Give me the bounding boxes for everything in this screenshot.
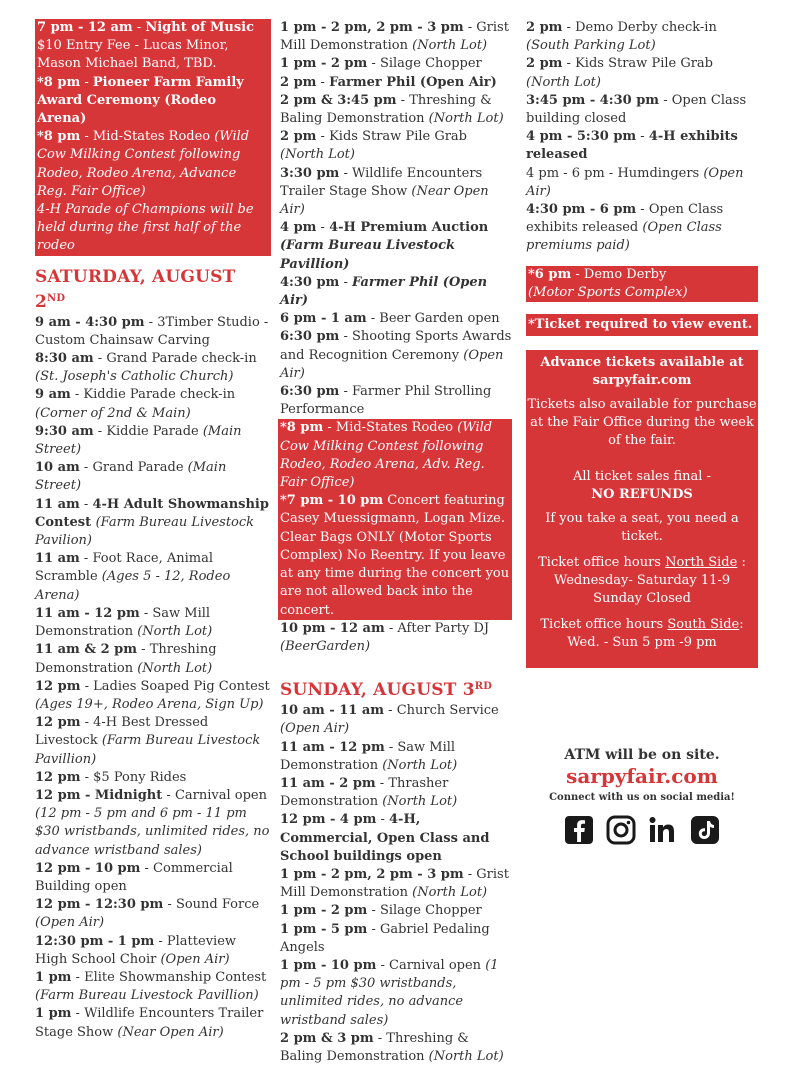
event-text: Platteview High School Choir	[35, 933, 237, 967]
day-heading-sunday: SUNDAY, AUGUST 3RD	[280, 680, 493, 701]
friday-night-red-block	[35, 19, 271, 256]
sunday-afternoon-list	[526, 19, 758, 256]
event-location: (Near Open Air)	[280, 183, 489, 218]
saturday-event: 6:30 pm - Farmer Phil Strolling Performance	[280, 384, 492, 418]
saturday-event: 2 pm & 3:45 pm - Threshing & Baling Demonstration (North Lot)	[280, 92, 504, 127]
event-location: (Open Class premiums paid)	[526, 220, 722, 254]
sunday-event: 4 pm - 5:30 pm - 4-H exhibits released	[526, 129, 738, 163]
event-text: Elite Showmanship Contest	[84, 969, 267, 985]
sunday-event: 10 am - 11 am - Church Service (Open Air)	[280, 703, 499, 737]
event-time: 11 am - 12 pm	[280, 739, 385, 755]
sunday-event: 12 pm - 4 pm - 4-H, Commercial, Open Class and School buildings open	[280, 812, 490, 864]
event-time: 11 am	[35, 551, 80, 567]
saturday-event: 1 pm - Wildlife Encounters Trailer Stage Show (Near Open Air)	[35, 1006, 264, 1040]
event-text: Saw Mill Demonstration	[280, 739, 456, 773]
sunday-event: 1 pm - 2 pm, 2 pm - 3 pm - Grist Mill Demonstration (North Lot)	[280, 866, 509, 901]
event-location: (Open Air)	[160, 951, 230, 967]
saturday-event: 3:30 pm - Wildlife Encounters Trailer Stage Show (Near Open Air)	[280, 165, 489, 218]
event-text: Foot Race, Animal Scramble	[35, 551, 214, 585]
event-time: 1 pm - 2 pm, 2 pm - 3 pm	[280, 20, 464, 35]
sunday-event-list	[280, 702, 512, 1066]
saturday-event: 8:30 am - Grand Parade check-in (St. Joseph's Catholic Church)	[35, 351, 257, 385]
sunday-event: 4:30 pm - 6 pm - Open Class exhibits released (Open Class premiums paid)	[526, 202, 724, 254]
event-text: Demo Derby check-in	[575, 20, 717, 35]
event-location: (Open Air)	[526, 165, 744, 199]
saturday-event: 12 pm - 4-H Best Dressed Livestock (Farm Bureau Livestock Pavillion)	[35, 715, 261, 767]
event-time: 7 pm - 12 am	[37, 20, 133, 35]
saturday-event: 12:30 pm - 1 pm - Platteview High School Choir (Open Air)	[35, 933, 237, 967]
seat-ticket-note: If you take a seat, you need a ticket.	[545, 511, 739, 545]
event-text: Carnival open	[174, 787, 267, 803]
advance-tickets-site: sarpyfair.com	[592, 373, 692, 389]
saturday-event: 6:30 pm - Shooting Sports Awards and Recognition Ceremony (Open Air)	[280, 329, 512, 381]
all-sales-final: All ticket sales final -	[573, 469, 711, 485]
advance-tickets-line: Advance tickets available at	[540, 355, 744, 371]
event-location: (Open Air)	[280, 347, 504, 381]
event-time: 11 am - 2 pm	[280, 775, 376, 791]
event-location: Farmer Phil (Open Air)	[280, 274, 488, 309]
event-text: Gabriel Pedaling Angels	[280, 921, 490, 955]
event-time: 9 am	[35, 387, 71, 403]
event-title: Night of Music	[145, 20, 255, 35]
instagram-icon[interactable]	[606, 815, 636, 845]
event-time: 4:30 pm	[280, 274, 340, 290]
saturday-event: 9 am - 4:30 pm - 3Timber Studio - Custom Chainsaw Carving	[35, 314, 269, 348]
event-time: 12 pm - Midnight	[35, 787, 163, 803]
event-text: Saw Mill Demonstration	[35, 605, 211, 640]
event-time: 10 am - 11 am	[280, 703, 385, 719]
event-text: Commercial Building open	[35, 860, 233, 894]
saturday-event-list	[35, 314, 271, 1042]
saturday-afternoon-list	[280, 19, 512, 419]
sunday-event: 1 pm - 10 pm - Carnival open (1 pm - 5 pm $30 wristbands, unlimited rides, no advance wristband sales)	[280, 957, 499, 1028]
event-pioneer-farm-family: *8 pm - Pioneer Farm Family Award Ceremony (Rodeo Arena)	[37, 74, 244, 127]
event-time: 2 pm	[280, 74, 317, 90]
event-location: (12 pm - 5 pm and 6 pm - 11 pm $30 wristbands, unlimited rides, no advance wristband sales)	[35, 806, 270, 858]
event-text: Threshing & Baling Demonstration	[280, 92, 492, 127]
event-location: (Open Air)	[280, 721, 350, 737]
event-location: (Near Open Air)	[117, 1024, 224, 1040]
event-text: Concert featuring Casey Muessigmann, Logan Mize. Clear Bags ONLY (Motor Sports Complex) No Reentry. If you leave at any time during the concert you are not allowed back into the concert.	[280, 493, 510, 618]
event-title: Pioneer Farm Family Award Ceremony (Rodeo Arena)	[37, 74, 244, 127]
saturday-event: 4 pm - 4-H Premium Auction (Farm Bureau Livestock Pavillion)	[280, 220, 489, 272]
event-text: Threshing & Baling Demonstration	[280, 1030, 469, 1064]
event-location: (North Lot)	[412, 38, 488, 54]
saturday-event: 10 am - Grand Parade (Main Street)	[35, 460, 227, 494]
event-time: 2 pm & 3:45 pm	[280, 92, 397, 108]
event-time: *8 pm	[37, 129, 81, 145]
event-location: (North Lot)	[428, 111, 504, 127]
event-time: 2 pm & 3 pm	[280, 1030, 374, 1046]
social-icons	[526, 815, 758, 845]
event-location: (Wild Cow Milking Contest following Rodeo, Rodeo Arena, Adv. Reg. Fair Office)	[280, 420, 493, 491]
sunday-event: 4 pm - 6 pm - Humdingers (Open Air)	[526, 165, 744, 199]
event-text: Kiddie Parade check-in	[83, 387, 236, 403]
sunday-event: 2 pm - Demo Derby check-in (South Parking Lot)	[526, 20, 717, 54]
event-text: Mid-States Rodeo	[335, 420, 458, 436]
event-text: Sound Force	[175, 897, 260, 913]
saturday-event: 2 pm - Farmer Phil (Open Air)	[280, 74, 497, 90]
event-location: (North Lot)	[382, 794, 458, 810]
event-location: (South Parking Lot)	[526, 38, 656, 54]
demo-derby-red-block	[526, 266, 758, 302]
ticket-info-box	[526, 350, 758, 668]
event-time: 11 am - 12 pm	[35, 605, 140, 621]
event-time: 12 pm	[35, 678, 81, 694]
event-location: (Open Air)	[35, 915, 105, 931]
linkedin-icon[interactable]	[648, 815, 678, 845]
event-text: Open Class building closed	[526, 92, 747, 127]
event-time: 4:30 pm - 6 pm	[526, 202, 637, 218]
event-time: 4 pm	[280, 220, 317, 236]
event-text: Farmer Phil Strolling Performance	[280, 384, 492, 418]
social-callout: Connect with us on social media!	[549, 792, 735, 804]
event-location: (North Lot)	[382, 757, 458, 773]
saturday-event: 4:30 pm - Farmer Phil (Open Air)	[280, 274, 488, 309]
north-side-hours: Wednesday- Saturday 11-9	[553, 573, 731, 589]
event-text: Church Service	[396, 703, 499, 719]
saturday-event: 9:30 am - Kiddie Parade (Main Street)	[35, 423, 242, 458]
sunday-event: 2 pm - Kids Straw Pile Grab (North Lot)	[526, 56, 714, 90]
event-text: Silage Chopper	[379, 903, 482, 919]
event-text: Demo Derby	[583, 266, 667, 282]
event-text: Grist Mill Demonstration	[280, 866, 509, 901]
saturday-event: 1 pm - 2 pm - Silage Chopper	[280, 56, 482, 72]
event-time: 12 pm	[35, 769, 81, 785]
event-text: Carnival open	[389, 957, 486, 973]
event-text: Kids Straw Pile Grab	[329, 129, 468, 145]
event-time: 4 pm - 5:30 pm	[526, 129, 637, 145]
saturday-event: 12 pm - Midnight - Carnival open (12 pm - 5 pm and 6 pm - 11 pm $30 wristbands, unlimited rides, no advance wristband sales)	[35, 787, 270, 858]
saturday-night-red-block	[278, 419, 512, 619]
event-time: 12 pm - 10 pm	[35, 860, 141, 876]
event-time: 4 pm - 6 pm	[526, 165, 605, 181]
event-location: (North Lot)	[137, 660, 213, 676]
event-time: 12:30 pm - 1 pm	[35, 933, 155, 949]
event-title: 4-H Premium Auction	[329, 220, 489, 236]
event-concert	[280, 492, 510, 619]
event-text: Open Class exhibits released	[526, 202, 724, 236]
event-time: *8 pm	[280, 420, 324, 436]
footer	[526, 746, 758, 845]
facebook-icon[interactable]	[564, 815, 594, 845]
event-time: 6:30 pm	[280, 384, 340, 400]
event-time: 10 pm - 12 am	[280, 620, 385, 636]
event-text: Threshing Demonstration	[35, 642, 217, 676]
event-title: 4-H Adult Showmanship Contest	[35, 496, 269, 530]
event-time: 12 pm - 12:30 pm	[35, 897, 164, 913]
day-heading-saturday: SATURDAY, AUGUST 2ND	[35, 266, 236, 312]
event-mid-states-rodeo-sat: *8 pm - Mid-States Rodeo (Wild Cow Milking Contest following Rodeo, Rodeo Arena, Adv. Reg. Fair Office)	[280, 420, 493, 491]
saturday-event: 12 pm - $5 Pony Rides	[35, 769, 187, 785]
saturday-event: 9 am - Kiddie Parade check-in (Corner of 2nd & Main)	[35, 387, 236, 421]
saturday-event: 11 am - 4-H Adult Showmanship Contest (Farm Bureau Livestock Pavilion)	[35, 496, 269, 549]
event-title: 4-H, Commercial, Open Class and School buildings open	[280, 812, 490, 864]
event-after-party: 10 pm - 12 am - After Party DJ (BeerGarden)	[280, 620, 490, 654]
event-time: *6 pm	[528, 266, 572, 282]
sunday-event: 1 pm - 2 pm - Silage Chopper	[280, 903, 482, 919]
event-location: (Motor Sports Complex)	[528, 284, 688, 300]
column-right	[526, 19, 758, 845]
north-side-hours-label: Ticket office hours North Side :	[538, 555, 746, 571]
saturday-event: 11 am - 12 pm - Saw Mill Demonstration (North Lot)	[35, 605, 213, 640]
north-side-sunday: Sunday Closed	[593, 591, 691, 607]
event-location: (Wild Cow Milking Contest following Rodeo, Rodeo Arena, Advance Reg. Fair Office)	[37, 129, 250, 199]
event-time: 1 pm - 2 pm	[280, 56, 368, 72]
event-time: 1 pm - 10 pm	[280, 957, 377, 973]
event-location: (North Lot)	[280, 147, 355, 163]
event-text: Thrasher Demonstration	[280, 775, 449, 810]
saturday-event: 11 am - Foot Race, Animal Scramble (Ages 5 - 12, Rodeo Arena)	[35, 551, 231, 603]
event-time: 11 am	[35, 496, 80, 512]
event-text: Shooting Sports Awards and Recognition Ceremony	[280, 329, 512, 363]
event-time: 3:45 pm - 4:30 pm	[526, 92, 660, 108]
south-side-hours: Wed. - Sun 5 pm -9 pm	[567, 635, 717, 651]
event-time: 11 am & 2 pm	[35, 642, 138, 658]
event-location: (Farm Bureau Livestock Pavillion)	[280, 238, 456, 272]
no-refunds: NO REFUNDS	[591, 487, 693, 503]
event-location: (Ages 5 - 12, Rodeo Arena)	[35, 569, 231, 603]
sunday-event: 3:45 pm - 4:30 pm - Open Class building closed	[526, 92, 747, 127]
event-title: Farmer Phil (Open Air)	[329, 74, 497, 90]
event-time: 1 pm	[35, 1006, 72, 1022]
event-location: (Ages 19+, Rodeo Arena, Sign Up)	[35, 696, 264, 712]
event-location: (BeerGarden)	[280, 638, 371, 654]
event-location: (Main Street)	[35, 423, 242, 458]
event-text: Grand Parade	[92, 460, 188, 476]
tiktok-icon[interactable]	[690, 815, 720, 845]
saturday-event: 1 pm - Elite Showmanship Contest (Farm Bureau Livestock Pavillion)	[35, 969, 267, 1004]
column-middle	[280, 19, 512, 1066]
event-text: Kiddie Parade	[106, 423, 203, 439]
event-text: Wildlife Encounters Trailer Stage Show	[35, 1006, 264, 1040]
atm-note: ATM will be on site.	[564, 747, 720, 764]
event-location: (North Lot)	[526, 74, 601, 90]
event-time: 8:30 am	[35, 351, 94, 367]
event-text: Humdingers	[617, 165, 704, 181]
event-time: 12 pm - 4 pm	[280, 812, 377, 828]
event-text: Silage Chopper	[379, 56, 482, 72]
tickets-also-available: Tickets also available for purchase at the Fair Office during the week of the fair.	[527, 397, 757, 449]
saturday-event: 2 pm - Kids Straw Pile Grab (North Lot)	[280, 129, 468, 163]
saturday-event: 12 pm - 10 pm - Commercial Building open	[35, 860, 233, 894]
event-location: (Farm Bureau Livestock Pavilion)	[35, 514, 255, 549]
column-left	[35, 19, 271, 1042]
sunday-event: 11 am - 2 pm - Thrasher Demonstration (North Lot)	[280, 775, 458, 810]
event-location: (North Lot)	[137, 624, 213, 640]
event-time: 2 pm	[526, 20, 563, 35]
event-text: Wildlife Encounters Trailer Stage Show	[280, 165, 483, 199]
event-text: Ladies Soaped Pig Contest	[93, 678, 270, 694]
event-text: Beer Garden open	[379, 311, 500, 327]
saturday-event: 12 pm - Ladies Soaped Pig Contest (Ages 19+, Rodeo Arena, Sign Up)	[35, 678, 270, 712]
ticket-required-note: *Ticket required to view event.	[526, 314, 758, 336]
south-side-hours-label: Ticket office hours South Side:	[540, 617, 744, 633]
event-text: 4-H Best Dressed Livestock	[35, 715, 209, 749]
event-text: Mid-States Rodeo	[92, 129, 215, 145]
event-text: $5 Pony Rides	[93, 769, 187, 785]
event-location: (Farm Bureau Livestock Pavillion)	[35, 988, 259, 1004]
event-time: 2 pm	[526, 56, 563, 72]
event-time: 9:30 am	[35, 423, 94, 439]
saturday-event: 1 pm - 2 pm, 2 pm - 3 pm - Grist Mill Demonstration (North Lot)	[280, 20, 509, 54]
sunday-event: 1 pm - 5 pm - Gabriel Pedaling Angels	[280, 921, 490, 955]
event-time: 2 pm	[280, 129, 317, 145]
saturday-event: 11 am & 2 pm - Threshing Demonstration (North Lot)	[35, 642, 217, 676]
parade-of-champions-note: 4-H Parade of Champions will be held during the first half of the rodeo	[37, 202, 254, 254]
sunday-event: 2 pm & 3 pm - Threshing & Baling Demonstration (North Lot)	[280, 1030, 504, 1064]
event-time: 12 pm	[35, 715, 81, 731]
event-location: (St. Joseph's Catholic Church)	[35, 369, 234, 385]
event-location: (Farm Bureau Livestock Pavillion)	[35, 733, 261, 767]
event-demo-derby: *6 pm - Demo Derby	[528, 266, 667, 282]
event-time: 6:30 pm	[280, 329, 340, 345]
event-time: 1 pm	[35, 969, 72, 985]
site-link[interactable]: sarpyfair.com	[566, 764, 718, 789]
event-location: (1 pm - 5 pm $30 wristbands, unlimited rides, no advance wristband sales)	[280, 957, 499, 1028]
event-text: 3Timber Studio - Custom Chainsaw Carving	[35, 314, 269, 348]
event-location: (North Lot)	[428, 1048, 504, 1064]
event-time: 10 am	[35, 460, 80, 476]
event-time: *8 pm	[37, 74, 81, 90]
event-title: 4-H exhibits released	[526, 129, 738, 163]
event-text: Kids Straw Pile Grab	[575, 56, 714, 72]
sunday-event: 11 am - 12 pm - Saw Mill Demonstration (North Lot)	[280, 739, 458, 773]
event-location: (Main Street)	[35, 460, 227, 494]
event-time: *7 pm - 10 pm	[280, 493, 384, 509]
saturday-event: 6 pm - 1 am - Beer Garden open	[280, 311, 500, 327]
event-text: Grand Parade check-in	[106, 351, 257, 367]
event-mid-states-rodeo: *8 pm - Mid-States Rodeo (Wild Cow Milking Contest following Rodeo, Rodeo Arena, Advance Reg. Fair Office)	[37, 129, 250, 199]
event-text: $10 Entry Fee - Lucas Minor, Mason Michael Band, TBD.	[37, 38, 229, 72]
event-location: (Corner of 2nd & Main)	[35, 405, 191, 421]
event-time: 6 pm - 1 am	[280, 311, 367, 327]
event-time: 1 pm - 5 pm	[280, 921, 368, 937]
event-night-of-music: 7 pm - 12 am - Night of Music $10 Entry Fee - Lucas Minor, Mason Michael Band, TBD.	[37, 20, 255, 72]
event-text: Grist Mill Demonstration	[280, 20, 509, 54]
event-location: (North Lot)	[412, 885, 488, 901]
event-time: 1 pm - 2 pm, 2 pm - 3 pm	[280, 866, 464, 882]
event-time: 3:30 pm	[280, 165, 340, 181]
saturday-event: 12 pm - 12:30 pm - Sound Force (Open Air)	[35, 897, 260, 931]
event-time: 9 am - 4:30 pm	[35, 314, 145, 330]
event-text: After Party DJ	[397, 620, 490, 636]
event-time: 1 pm - 2 pm	[280, 903, 368, 919]
